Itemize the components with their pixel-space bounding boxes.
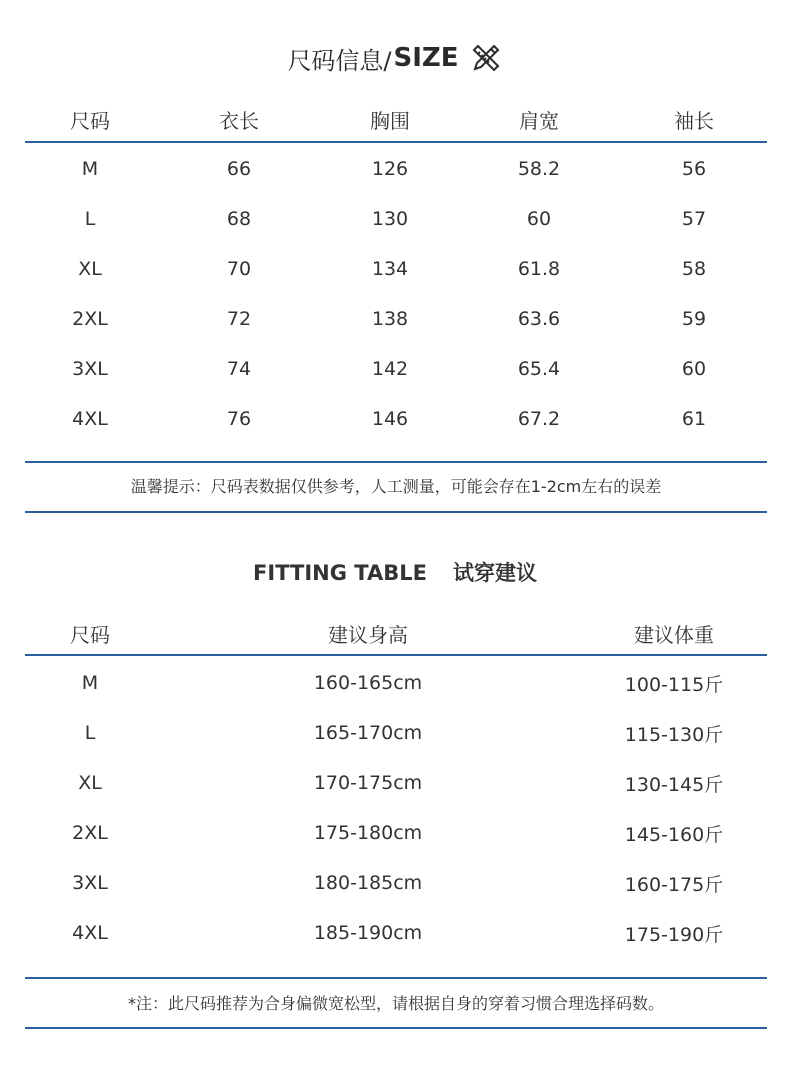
cell-weight: 115-130斤 xyxy=(624,723,724,746)
cell-sleeve: 58 xyxy=(681,258,707,280)
cell-size: 2XL xyxy=(72,308,108,330)
cell-height: 170-175cm xyxy=(313,772,423,794)
cell-chest: 142 xyxy=(371,358,409,380)
cell-size: 4XL xyxy=(72,408,108,430)
cell-chest: 126 xyxy=(371,158,409,180)
header-shoulder: 肩宽 xyxy=(519,108,559,133)
cell-size: 4XL xyxy=(72,922,108,944)
size-note: 温馨提示：尺码表数据仅供参考，人工测量，可能会存在1-2cm左右的误差 xyxy=(130,477,662,496)
cell-sleeve: 57 xyxy=(681,208,707,230)
cell-length: 72 xyxy=(226,308,252,330)
cell-shoulder: 60 xyxy=(526,208,552,230)
divider xyxy=(25,654,767,656)
cell-length: 68 xyxy=(226,208,252,230)
table-row xyxy=(25,344,767,394)
cell-sleeve: 61 xyxy=(681,408,707,430)
cell-chest: 134 xyxy=(371,258,409,280)
divider xyxy=(25,511,767,513)
cell-size: L xyxy=(84,722,96,744)
fitting-title xyxy=(0,557,790,587)
cell-height: 180-185cm xyxy=(313,872,423,894)
cell-length: 70 xyxy=(226,258,252,280)
table-row xyxy=(25,244,767,294)
table-row xyxy=(25,758,767,808)
cell-shoulder: 67.2 xyxy=(517,408,561,430)
cell-height: 165-170cm xyxy=(313,722,423,744)
header-length: 衣长 xyxy=(219,108,259,133)
divider xyxy=(25,1027,767,1029)
table-row xyxy=(25,808,767,858)
cell-size: 3XL xyxy=(72,872,108,894)
cell-shoulder: 63.6 xyxy=(517,308,561,330)
header-size: 尺码 xyxy=(70,622,110,647)
cell-height: 160-165cm xyxy=(313,672,423,694)
cell-sleeve: 59 xyxy=(681,308,707,330)
cell-weight: 145-160斤 xyxy=(624,823,724,846)
ruler-pencil-icon xyxy=(469,41,503,75)
cell-chest: 138 xyxy=(371,308,409,330)
cell-sleeve: 60 xyxy=(681,358,707,380)
table-row xyxy=(25,908,767,958)
cell-length: 74 xyxy=(226,358,252,380)
fitting-table-body xyxy=(25,658,767,958)
fitting-note: *注：此尺码推荐为合身偏微宽松型，请根据自身的穿着习惯合理选择码数。 xyxy=(127,994,664,1013)
cell-weight: 175-190斤 xyxy=(624,923,724,946)
header-weight: 建议体重 xyxy=(634,622,714,647)
cell-length: 76 xyxy=(226,408,252,430)
header-size: 尺码 xyxy=(70,108,110,133)
size-title-en: SIZE xyxy=(393,43,459,73)
cell-length: 66 xyxy=(226,158,252,180)
cell-shoulder: 61.8 xyxy=(517,258,561,280)
cell-size: 3XL xyxy=(72,358,108,380)
cell-size: XL xyxy=(78,772,102,794)
fitting-title-cn: 试穿建议 xyxy=(452,561,537,585)
cell-size: M xyxy=(81,158,99,180)
size-table-body xyxy=(25,144,767,444)
table-row xyxy=(25,708,767,758)
cell-chest: 146 xyxy=(371,408,409,430)
size-title xyxy=(0,36,790,80)
cell-weight: 130-145斤 xyxy=(624,773,724,796)
cell-size: M xyxy=(81,672,99,694)
cell-size: L xyxy=(84,208,96,230)
cell-shoulder: 58.2 xyxy=(517,158,561,180)
table-row xyxy=(25,394,767,444)
table-row xyxy=(25,658,767,708)
cell-height: 185-190cm xyxy=(313,922,423,944)
header-sleeve: 袖长 xyxy=(674,108,714,133)
size-title-cn: 尺码信息/ xyxy=(287,46,392,75)
table-row xyxy=(25,294,767,344)
divider xyxy=(25,141,767,143)
fitting-title-en: FITTING TABLE xyxy=(253,561,427,585)
cell-height: 175-180cm xyxy=(313,822,423,844)
divider xyxy=(25,977,767,979)
cell-shoulder: 65.4 xyxy=(517,358,561,380)
size-table-header xyxy=(25,94,767,144)
table-row xyxy=(25,144,767,194)
cell-chest: 130 xyxy=(371,208,409,230)
cell-weight: 100-115斤 xyxy=(624,673,724,696)
header-height: 建议身高 xyxy=(328,622,408,647)
header-chest: 胸围 xyxy=(370,108,410,133)
table-row xyxy=(25,858,767,908)
table-row xyxy=(25,194,767,244)
cell-size: 2XL xyxy=(72,822,108,844)
cell-size: XL xyxy=(78,258,102,280)
fitting-table-header xyxy=(25,608,767,658)
cell-weight: 160-175斤 xyxy=(624,873,724,896)
cell-sleeve: 56 xyxy=(681,158,707,180)
divider xyxy=(25,461,767,463)
